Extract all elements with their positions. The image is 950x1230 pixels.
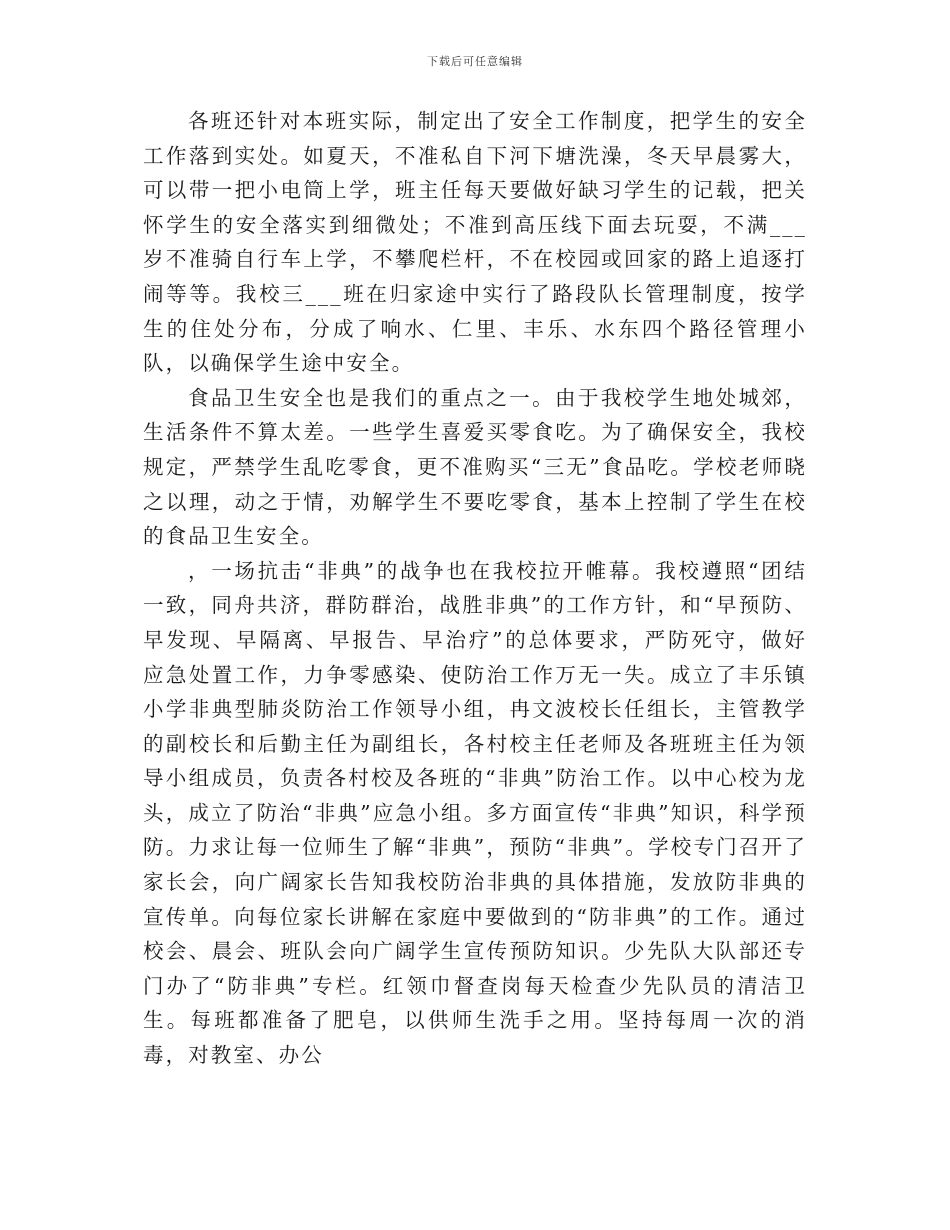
paragraph-sars-prevention: ，一场抗击“非典”的战争也在我校拉开帷幕。我校遵照“团结一致，同舟共济，群防群治，战胜非典”的工作方针，和“早预防、早发现、早隔离、早报告、早治疗”的总体要求，严防死守，做好应急处置工作，力争零感染、使防治工作万无一失。成立了丰乐镇小学非典型肺炎防治工作领导小组，冉文波校长任组长，主管教学的副校长和后勤主任为副组长，各村校主任老师及各班班主任为领导小组成员，负责各村校及各班的“非典”防治工作。以中心校为龙头，成立了防治“非典”应急小组。多方面宣传“非典”知识，科学预防。力求让每一位师生了解“非典”，预防“非典”。学校专门召开了家长会，向广阔家长告知我校防治非典的具体措施，发放防非典的宣传单。向每位家长讲解在家庭中要做到的“防非典”的工作。通过校会、晨会、班队会向广阔学生宣传预防知识。少先队大队部还专门办了“防非典”专栏。红领巾督查岗每天检查少先队员的清洁卫生。每班都准备了肥皂，以供师生洗手之用。坚持每周一次的消毒，对教室、办公 (143, 558, 807, 1068)
page-header: 下载后可任意编辑 (427, 55, 523, 68)
paragraph-class-safety-rules: 各班还针对本班实际，制定出了安全工作制度，把学生的安全工作落到实处。如夏天，不准私自下河下塘洗澡，冬天早晨雾大，可以带一把小电筒上学，班主任每天要做好缺习学生的记载，把关怀学生的安全落实到细微处；不准到高压线下面去玩耍，不满___岁不准骑自行车上学，不攀爬栏杆，不在校园或回家的路上追逐打闹等等。我校三___班在归家途中实行了路段队长管理制度，按学生的住处分布，分成了响水、仁里、丰乐、水东四个路径管理小队，以确保学生途中安全。 (143, 109, 807, 376)
document-body (143, 104, 807, 1073)
paragraph-food-safety: 食品卫生安全也是我们的重点之一。由于我校学生地处城郊，生活条件不算太差。一些学生喜爱买零食吃。为了确保安全，我校规定，严禁学生乱吃零食，更不准购买“三无”食品吃。学校老师晓之以理，动之于情，劝解学生不要吃零食，基本上控制了学生在校的食品卫生安全。 (143, 385, 807, 549)
